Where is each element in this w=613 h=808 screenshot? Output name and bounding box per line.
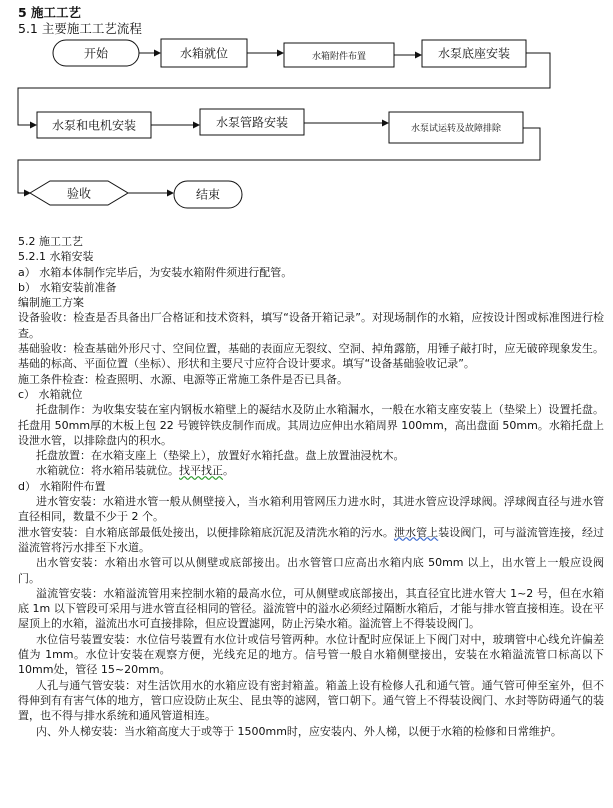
section-5-2-heading: 5.2 施工工艺 <box>18 235 83 248</box>
outlet-pipe: 出水管安装：水箱出水管可以从侧壁或底部接出。出水管管口应高出水箱内底 50mm 以上，出水管上一般应设阀门。 <box>18 556 604 585</box>
flow-step5-label: 水泵管路安装 <box>215 115 289 130</box>
item-b: b） 水箱安装前准备 <box>18 280 117 294</box>
flow-step3-label: 水泵底座安装 <box>437 46 511 61</box>
tray-fabrication: 托盘制作：为收集安装在室内钢板水箱壁上的凝结水及防止水箱漏水，一般在水箱支座安装上（垫梁上）设置托盘。托盘用 50mm厚的木板上包 22 号镀锌铁皮制作而成。其周边应伸出水箱周界 100mm，高出盘面 50mm。水箱托盘上设泄水管，以排除盘内的积水。 <box>18 403 604 447</box>
level-signal-device: 水位信号装置安装：水位信号装置有水位计或信号管两种。水位计配时应保证上下阀门对中，玻璃管中心线允许偏差值为 1mm。水位计安装在观察方便，光线充足的地方。信号管一般自水箱侧壁接出，安装在水箱溢流管口标高以下 10mm处，管径 15~20mm。 <box>18 632 604 677</box>
item-a: a） 水箱本体制作完毕后，为安装水箱附件须进行配管。 <box>18 265 293 279</box>
section-5-2-1-heading: 5.2.1 水箱安装 <box>18 250 94 264</box>
section-heading: 5 施工工艺 <box>18 5 82 20</box>
flow-step6-label: 水泵试运转及故障排除 <box>410 124 502 134</box>
process-flowchart <box>0 0 613 225</box>
flow-step1-label: 水箱就位 <box>179 46 229 61</box>
item-c: c） 水箱就位 <box>18 387 83 401</box>
drain-pipe: 泄水管安装：自水箱底部最低处接出，以便排除箱底沉泥及清洗水箱的污水。泄水管上装设阀门，可与溢流管连接，经过溢流管将污水排至下水道。 <box>18 525 605 554</box>
tank-placement: 水箱就位：将水箱吊装就位。找平找正。 <box>36 464 234 478</box>
manhole-vent-pipe: 人孔与通气管安装：对生活饮用水的水箱应设有密封箱盖。箱盖上设有检修人孔和通气管。通气管可伸至室外，但不得伸到有有害气体的地方，管口应设防止灰尘、昆虫等的滤网，管口朝下。通气管上不得装设阀门、水封等防碍通气的装置，也不得与排水系统和通风管道相连。 <box>18 678 604 723</box>
item-d: d） 水箱附件布置 <box>18 479 106 493</box>
equipment-acceptance: 设备验收：检查是否具备出厂合格证和技术资料，填写“设备开箱记录”。对现场制作的水箱，应按设计图或标准图进行检查。 <box>18 311 604 340</box>
flow-decision-label: 验收 <box>66 186 92 201</box>
flow-start-label: 开始 <box>83 46 109 61</box>
plan-title: 编制施工方案 <box>18 296 84 310</box>
inlet-pipe: 进水管安装：水箱进水管一般从侧壁接入，当水箱利用管网压力进水时，其进水管应设浮球阀。浮球阀直径与进水管直径相同，数量不少于 2 个。 <box>18 495 604 524</box>
ladder-installation: 内、外人梯安装：当水箱高度大于或等于 1500mm时，应安装内、外人梯，以便于水箱的检修和日常维护。 <box>36 724 562 738</box>
foundation-acceptance: 基础验收：检查基础外形尺寸、空间位置，基础的表面应无裂纹、空洞、掉角露筋，用锤子敲打时，应无破碎现象发生。基础的标高、平面位置（坐标）、形状和主要尺寸应符合设计要求。填写“设备基础验收记录”。 <box>18 342 604 371</box>
site-condition-check: 施工条件检查：检查照明、水源、电源等正常施工条件是否已具备。 <box>18 372 348 386</box>
tray-placement: 托盘放置：在水箱支座上（垫梁上），放置好水箱托盘。盘上放置油浸枕木。 <box>36 449 405 463</box>
flow-end-label: 结束 <box>195 187 221 202</box>
flow-heading: 5.1 主要施工工艺流程 <box>18 21 142 36</box>
construction-process-text <box>18 234 604 739</box>
overflow-pipe: 溢流管安装：水箱溢流管用来控制水箱的最高水位，可从侧壁或底部接出，其直径宜比进水管大 1~2 号，但在水箱底 1m 以下管段可采用与进水管直径相同的管径。溢流管中的溢水必须经过隔断水箱后，才能与排水管直接相连。设在平屋顶上的水箱，溢流出水可直接排除，但应设置滤网，防止污染水箱。溢流管上不得装设阀门。 <box>18 586 604 631</box>
flow-step4-label: 水泵和电机安装 <box>51 118 137 133</box>
flow-step2-label: 水箱附件布置 <box>311 52 367 62</box>
